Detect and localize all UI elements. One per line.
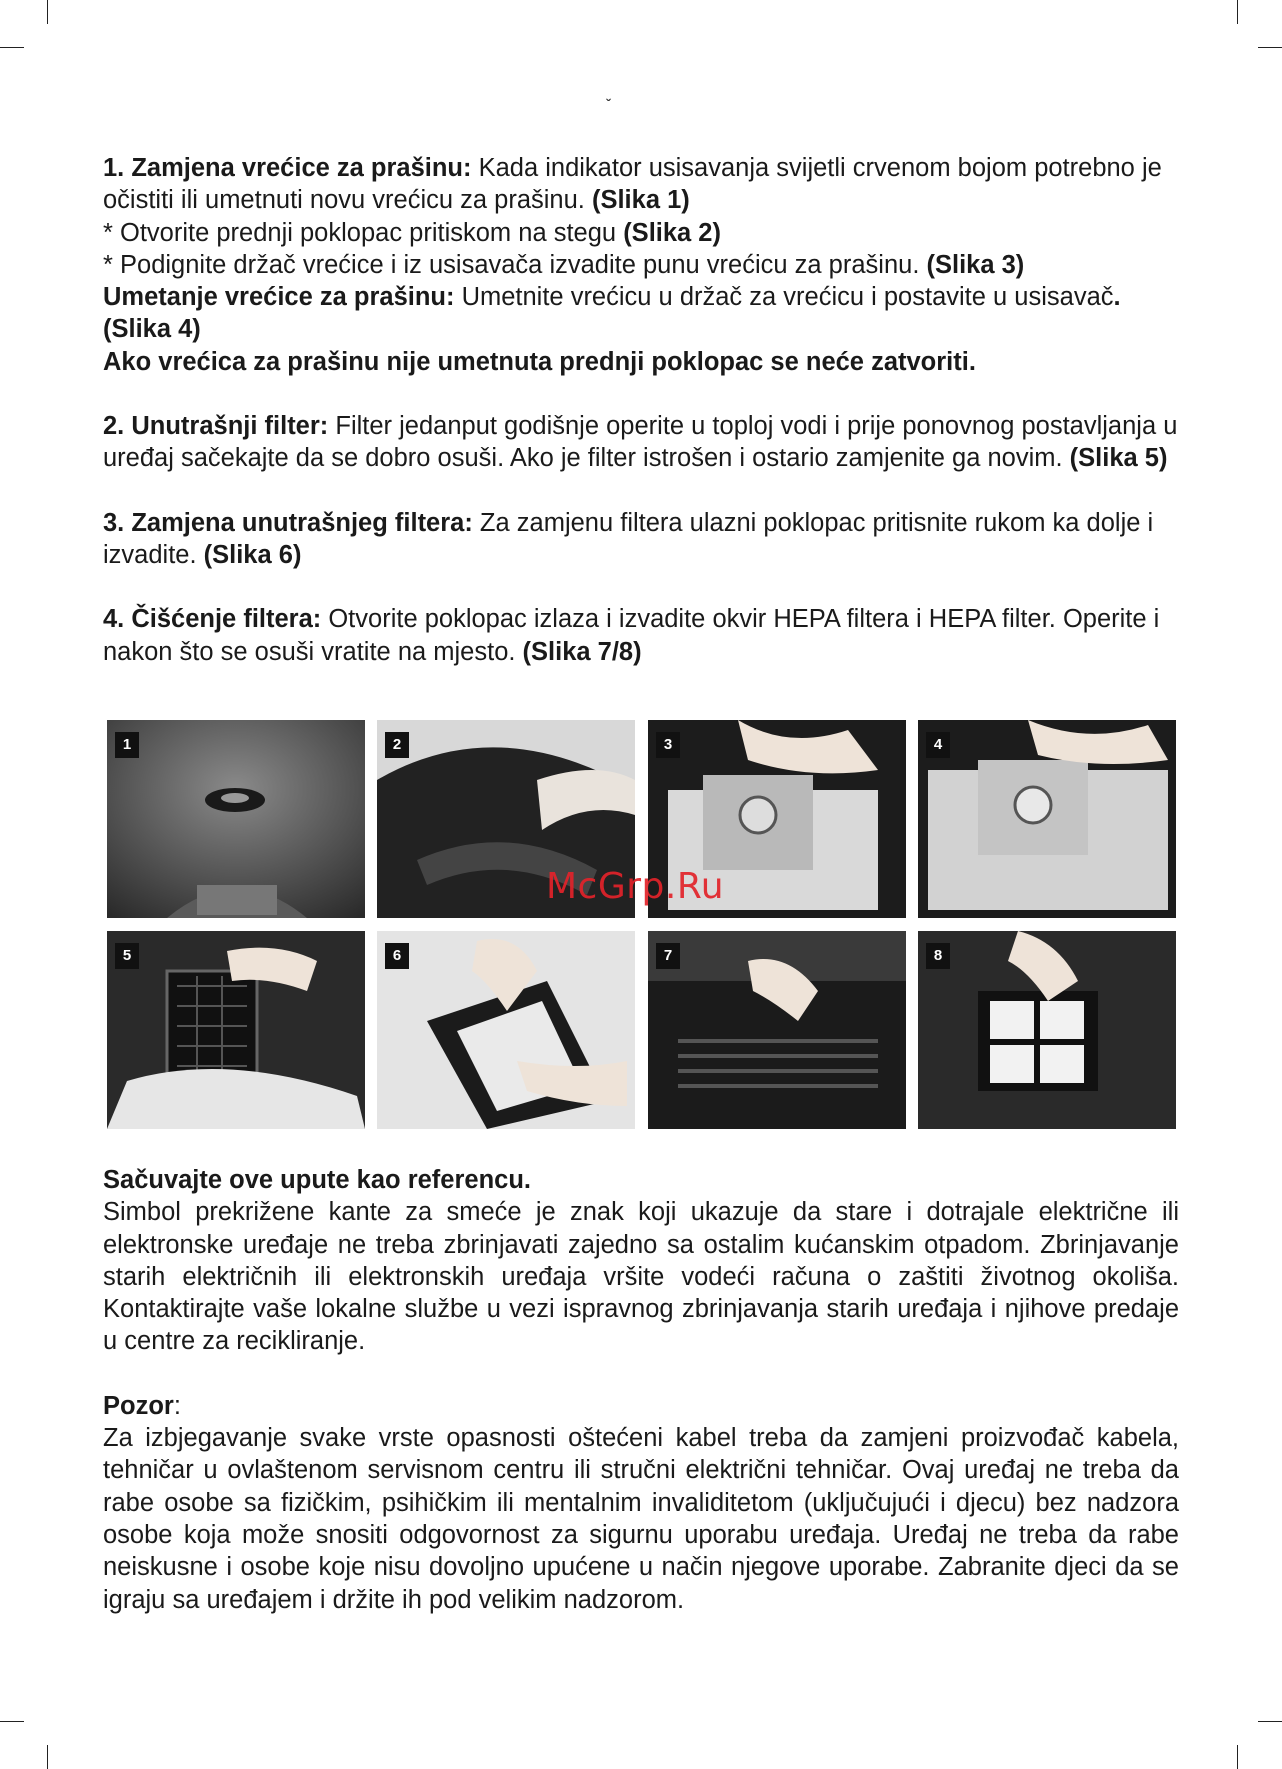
figure-ref: (Slika 2) bbox=[623, 218, 721, 247]
crop-mark bbox=[0, 1721, 24, 1722]
section-text: Kada indikator usisavanja svijetli crvenom bojom potrebno je očistiti ili umetnuti novu vrećicu za prašinu. bbox=[103, 154, 1162, 215]
crop-mark bbox=[1237, 1745, 1238, 1769]
instructions bbox=[103, 152, 1183, 668]
section-title: 1. Zamjena vrećice za prašinu: bbox=[103, 154, 472, 182]
page-mark: ˇ bbox=[606, 96, 611, 112]
figure-number: 5 bbox=[115, 943, 139, 969]
disposal-and-caution bbox=[103, 1164, 1179, 1616]
section-clean-filter bbox=[103, 603, 1183, 668]
section-title: 3. Zamjena unutrašnjeg filtera: bbox=[103, 508, 473, 537]
step-remove-bag bbox=[103, 249, 1183, 281]
crop-mark bbox=[1237, 0, 1238, 24]
step-text: * Otvorite prednji poklopac pritiskom na stegu bbox=[103, 218, 624, 247]
figure-number: 2 bbox=[385, 732, 409, 758]
figure-photo bbox=[648, 931, 906, 1129]
figure-number: 8 bbox=[926, 943, 950, 969]
bag-warning bbox=[103, 346, 1183, 378]
section-text: Za zamjenu filtera ulazni poklopac pritisnite rukom ka dolje i izvadite. bbox=[103, 508, 1154, 569]
crop-mark bbox=[1258, 47, 1282, 48]
figure-grid bbox=[107, 720, 1176, 1129]
crop-mark bbox=[0, 47, 24, 48]
reference-text: Simbol prekrižene kante za smeće je znak koji ukazuje da stare i dotrajale električne ili elektronske uređaje ne treba zbrinjavati zajedno sa ostalim kućanskim otpadom. Zbrinjavanje starih električnih ili elektronskih uređaja vršite vodeći računa o zaštiti životnog okoliša. Kontaktirajte vaše lokalne službe u vezi ispravnog zbrinjavanja starih uređaja i njihove predaje u centre za recikliranje. bbox=[103, 1198, 1179, 1356]
figure-number: 1 bbox=[115, 732, 139, 758]
figure-ref: . (Slika 4) bbox=[103, 283, 1121, 344]
figure-photo bbox=[107, 931, 365, 1129]
crop-mark bbox=[47, 0, 48, 24]
figure-photo bbox=[918, 720, 1176, 918]
crop-mark bbox=[47, 1745, 48, 1769]
caution-text: Za izbjegavanje svake vrste opasnosti oštećeni kabel treba da zamjeni proizvođač kabela, tehničar u ovlaštenom servisnom centru ili stručni električni tehničar. Ovaj uređaj ne treba da rabe osobe sa fizičkim, psihičkim ili mentalnim invaliditetom (uključujući i djecu) bez nadzora osobe koja može snositi odgovornost za sigurnu uporabu uređaja. Uređaj ne treba da rabe neiskusne i osobe koje nisu dovoljno upućene u način njegove uporabe. Zabranite djeci da se igraju sa uređajem i držite ih pod velikim nadzorom. bbox=[103, 1424, 1179, 1614]
hepa-filter-photo bbox=[918, 931, 1176, 1129]
step-text: * Podignite držač vrećice i iz usisavača izvadite punu vrećicu za prašinu. bbox=[103, 250, 927, 279]
insert-bag-photo bbox=[918, 720, 1176, 918]
figure-number: 6 bbox=[385, 943, 409, 969]
section-title: 2. Unutrašnji filter: bbox=[103, 412, 329, 441]
inner-filter-photo bbox=[107, 931, 365, 1129]
step-text: Umetnite vrećicu u držač za vrećicu i postavite u usisavač bbox=[454, 283, 1114, 312]
vacuum-top-photo bbox=[107, 720, 365, 918]
figure-ref: (Slika 6) bbox=[203, 540, 302, 569]
reference-title bbox=[103, 1164, 1179, 1196]
step-open-cover bbox=[103, 217, 1183, 249]
figure-ref: (Slika 7/8) bbox=[522, 637, 642, 666]
step-insert-bag bbox=[103, 281, 1183, 346]
figure-photo bbox=[107, 720, 365, 918]
section-replace-filter bbox=[103, 507, 1183, 572]
watermark: McGrp.Ru bbox=[546, 866, 725, 907]
step-title: Umetanje vrećice za prašinu: bbox=[103, 283, 455, 312]
section-text: Otvorite poklopac izlaza i izvadite okvir HEPA filtera i HEPA filter. Operite i nakon što se osuši vratite na mjesto. bbox=[103, 605, 1160, 666]
caution-heading: Pozor bbox=[103, 1391, 174, 1420]
figure-ref: (Slika 5) bbox=[1069, 444, 1168, 473]
replace-filter-photo bbox=[377, 931, 635, 1129]
caution-colon: : bbox=[173, 1391, 181, 1420]
warning-text: Ako vrećica za prašinu nije umetnuta prednji poklopac se neće zatvoriti. bbox=[103, 347, 976, 376]
figure-photo bbox=[918, 931, 1176, 1129]
figure-photo bbox=[377, 931, 635, 1129]
figure-number: 4 bbox=[926, 732, 950, 758]
crop-mark bbox=[1258, 1721, 1282, 1722]
caution-title bbox=[103, 1390, 1179, 1422]
section-text: Filter jedanput godišnje operite u toploj vodi i prije ponovnog postavljanja u uređaj sačekajte da se dobro osuši. Ako je filter istrošen i ostario zamjenite ga novim. bbox=[103, 412, 1178, 473]
figure-ref: (Slika 3) bbox=[926, 250, 1025, 279]
section-dust-bag bbox=[103, 152, 1183, 217]
figure-ref: (Slika 1) bbox=[591, 186, 690, 215]
section-title: 4. Čišćenje filtera: bbox=[103, 605, 322, 634]
exhaust-cover-photo bbox=[648, 931, 906, 1129]
section-inner-filter bbox=[103, 410, 1183, 475]
figure-number: 7 bbox=[656, 943, 680, 969]
reference-heading: Sačuvajte ove upute kao referencu. bbox=[103, 1166, 531, 1194]
figure-number: 3 bbox=[656, 732, 680, 758]
